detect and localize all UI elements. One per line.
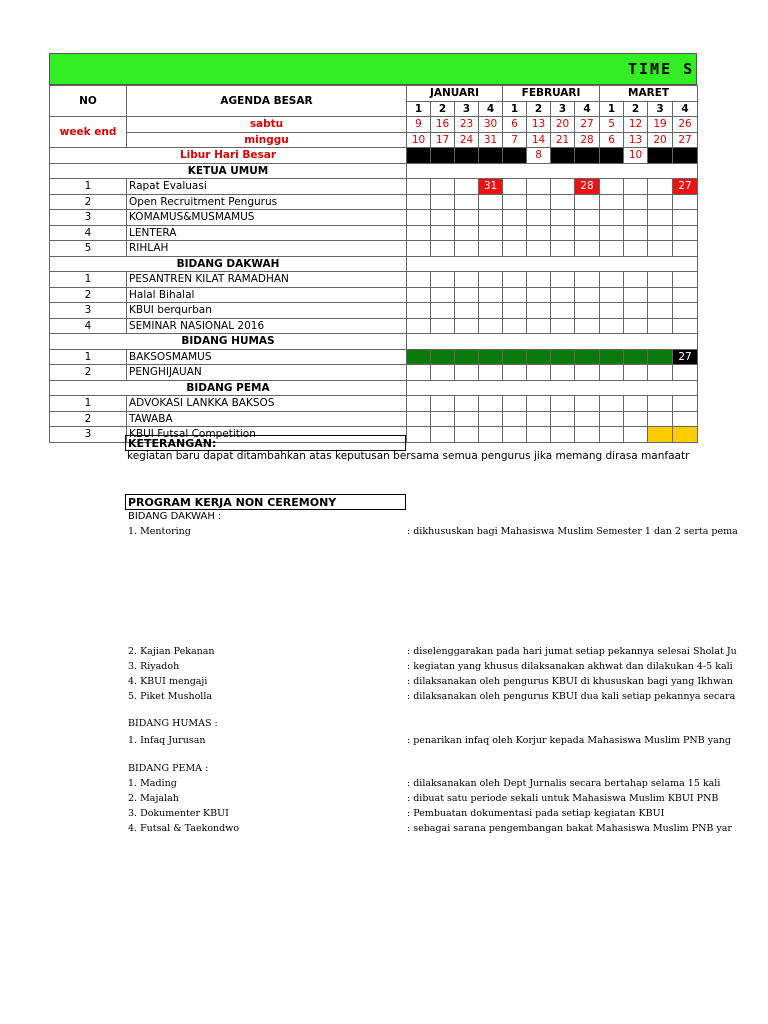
table-row — [50, 287, 698, 303]
section-humas: BIDANG HUMAS — [50, 334, 407, 350]
week-cell: 2 — [431, 101, 455, 117]
pema-item-name: 2. Majalah — [128, 793, 179, 804]
week-cell: 4 — [479, 101, 503, 117]
minggu-row — [50, 132, 698, 148]
libur-date-feb: 8 — [527, 148, 551, 164]
row-no: 3 — [50, 210, 127, 226]
nonceremony-label: PROGRAM KERJA NON CEREMONY — [125, 494, 406, 510]
schedule-table — [49, 85, 698, 443]
pema-item-desc: : dilaksanakan oleh Dept Jurnalis secara bertahap selama 15 kali — [407, 778, 721, 789]
minggu-date: 24 — [455, 132, 479, 148]
keterangan-text: kegiatan baru dapat ditambahkan atas keputusan bersama semua pengurus jika memang dirasa manfaatr — [127, 450, 690, 462]
sabtu-date: 9 — [407, 117, 431, 133]
libur-cell — [407, 148, 431, 164]
mark-rapat-jan: 31 — [479, 179, 503, 195]
mark-baksos-mar: 27 — [673, 349, 698, 365]
header-agenda: AGENDA BESAR — [127, 86, 407, 117]
row-agenda: Open Recruitment Pengurus — [127, 194, 407, 210]
minggu-label: minggu — [127, 132, 407, 148]
dakwah-item-desc: : dilaksanakan oleh pengurus KBUI dua kali setiap pekannya secara — [407, 691, 736, 702]
row-no: 3 — [50, 427, 127, 443]
pema-item-desc: : dibuat satu periode sekali untuk Mahasiswa Muslim KBUI PNB — [407, 793, 719, 804]
row-no: 1 — [50, 272, 127, 288]
libur-cell — [575, 148, 600, 164]
dakwah-item-desc: : kegiatan yang khusus dilaksanakan akhwat dan dilakukan 4-5 kali — [407, 661, 733, 672]
sabtu-date: 30 — [479, 117, 503, 133]
week-cell: 3 — [551, 101, 575, 117]
table-row — [50, 411, 698, 427]
week-cell: 2 — [624, 101, 648, 117]
libur-cell — [648, 148, 673, 164]
table-row — [50, 303, 698, 319]
mark-rapat-feb: 28 — [575, 179, 600, 195]
libur-cell — [551, 148, 575, 164]
month-maret: MARET — [600, 86, 698, 102]
minggu-date: 28 — [575, 132, 600, 148]
row-agenda: Halal Bihalal — [127, 287, 407, 303]
header-no: NO — [50, 86, 127, 117]
dakwah-item-name: 3. Riyadoh — [128, 661, 180, 672]
section-row — [50, 163, 698, 179]
libur-cell — [455, 148, 479, 164]
dakwah-item-name: 5. Piket Musholla — [128, 691, 213, 702]
header-months-row — [50, 86, 698, 102]
row-agenda: PENGHIJAUAN — [127, 365, 407, 381]
minggu-date: 14 — [527, 132, 551, 148]
section-spacer — [407, 163, 698, 179]
week-cell: 1 — [503, 101, 527, 117]
libur-cell — [503, 148, 527, 164]
row-no: 1 — [50, 179, 127, 195]
section-spacer — [407, 380, 698, 396]
minggu-date: 31 — [479, 132, 503, 148]
table-row — [50, 365, 698, 381]
pema-item-name: 4. Futsal & Taekondwo — [128, 823, 240, 834]
libur-cell — [479, 148, 503, 164]
table-row — [50, 194, 698, 210]
table-row — [50, 225, 698, 241]
humas-item-name: 1. Infaq Jurusan — [128, 735, 206, 746]
minggu-date: 6 — [600, 132, 624, 148]
week-cell: 3 — [648, 101, 673, 117]
section-pema: BIDANG PEMA — [50, 380, 407, 396]
sabtu-date: 12 — [624, 117, 648, 133]
dakwah-item-desc: : diselenggarakan pada hari jumat setiap pekannya selesai Sholat Ju — [407, 646, 737, 657]
weekend-label: week end — [50, 117, 127, 148]
week-cell: 4 — [575, 101, 600, 117]
row-no: 2 — [50, 287, 127, 303]
section-row — [50, 380, 698, 396]
dakwah-item-name: 2. Kajian Pekanan — [128, 646, 215, 657]
row-agenda: Rapat Evaluasi — [127, 179, 407, 195]
row-agenda: KOMAMUS&MUSMAMUS — [127, 210, 407, 226]
libur-cell — [600, 148, 624, 164]
sabtu-date: 23 — [455, 117, 479, 133]
mark-futsal — [648, 427, 673, 443]
dakwah-item-name: 1. Mentoring — [128, 526, 191, 537]
sabtu-date: 19 — [648, 117, 673, 133]
section-spacer — [407, 334, 698, 350]
table-row — [50, 179, 698, 195]
pema-item-name: 3. Dokumenter KBUI — [128, 808, 229, 819]
week-cell: 1 — [407, 101, 431, 117]
pema-item-desc: : sebagai sarana pengembangan bakat Mahasiswa Muslim PNB yar — [407, 823, 732, 834]
row-no: 3 — [50, 303, 127, 319]
minggu-date: 13 — [624, 132, 648, 148]
mark-rapat-mar: 27 — [673, 179, 698, 195]
section-row — [50, 334, 698, 350]
table-row — [50, 272, 698, 288]
week-cell: 2 — [527, 101, 551, 117]
table-row — [50, 396, 698, 412]
week-cell: 1 — [600, 101, 624, 117]
row-agenda: TAWABA — [127, 411, 407, 427]
sheet-title: TIME S — [628, 60, 695, 78]
row-agenda: SEMINAR NASIONAL 2016 — [127, 318, 407, 334]
libur-cell — [673, 148, 698, 164]
sabtu-date: 26 — [673, 117, 698, 133]
minggu-date: 7 — [503, 132, 527, 148]
row-agenda: RIHLAH — [127, 241, 407, 257]
libur-row — [50, 148, 698, 164]
row-no: 2 — [50, 194, 127, 210]
sabtu-date: 6 — [503, 117, 527, 133]
sabtu-date: 27 — [575, 117, 600, 133]
row-agenda: KBUI berqurban — [127, 303, 407, 319]
section-ketua: KETUA UMUM — [50, 163, 407, 179]
row-no: 1 — [50, 396, 127, 412]
dakwah-item-name: 4. KBUI mengaji — [128, 676, 208, 687]
sabtu-date: 20 — [551, 117, 575, 133]
row-no: 4 — [50, 225, 127, 241]
row-no: 1 — [50, 349, 127, 365]
section-spacer — [407, 256, 698, 272]
minggu-date: 10 — [407, 132, 431, 148]
section-dakwah: BIDANG DAKWAH — [50, 256, 407, 272]
row-agenda: ADVOKASI LANKKA BAKSOS — [127, 396, 407, 412]
table-row — [50, 349, 698, 365]
row-agenda: LENTERA — [127, 225, 407, 241]
month-januari: JANUARI — [407, 86, 503, 102]
dakwah-item-desc: : dilaksanakan oleh pengurus KBUI di khususkan bagi yang Ikhwan — [407, 676, 733, 687]
pema-item-name: 1. Mading — [128, 778, 177, 789]
row-agenda: BAKSOSMAMUS — [127, 349, 407, 365]
title-banner — [49, 53, 697, 85]
sabtu-date: 5 — [600, 117, 624, 133]
minggu-date: 20 — [648, 132, 673, 148]
month-februari: FEBRUARI — [503, 86, 600, 102]
section-row — [50, 256, 698, 272]
row-agenda: PESANTREN KILAT RAMADHAN — [127, 272, 407, 288]
libur-label: Libur Hari Besar — [50, 148, 407, 164]
libur-date-mar: 10 — [624, 148, 648, 164]
sabtu-date: 16 — [431, 117, 455, 133]
sabtu-date: 13 — [527, 117, 551, 133]
row-no: 4 — [50, 318, 127, 334]
humas-title: BIDANG HUMAS : — [128, 718, 218, 729]
dakwah-title: BIDANG DAKWAH : — [128, 511, 222, 522]
table-row — [50, 210, 698, 226]
libur-cell — [431, 148, 455, 164]
row-no: 5 — [50, 241, 127, 257]
week-cell: 4 — [673, 101, 698, 117]
pema-title: BIDANG PEMA : — [128, 763, 209, 774]
sabtu-row — [50, 117, 698, 133]
table-row — [50, 318, 698, 334]
dakwah-item-desc: : dikhususkan bagi Mahasiswa Muslim Semester 1 dan 2 serta pema — [407, 526, 738, 537]
row-no: 2 — [50, 365, 127, 381]
humas-item-desc: : penarikan infaq oleh Korjur kepada Mahasiswa Muslim PNB yang — [407, 735, 731, 746]
keterangan-label: KETERANGAN: — [125, 435, 406, 451]
sabtu-label: sabtu — [127, 117, 407, 133]
row-no: 2 — [50, 411, 127, 427]
minggu-date: 27 — [673, 132, 698, 148]
mark-futsal — [673, 427, 698, 443]
minggu-date: 21 — [551, 132, 575, 148]
minggu-date: 17 — [431, 132, 455, 148]
row-agenda: KBUI Futsal Competition — [127, 427, 407, 443]
pema-item-desc: : Pembuatan dokumentasi pada setiap kegiatan KBUI — [407, 808, 665, 819]
week-cell: 3 — [455, 101, 479, 117]
table-row — [50, 241, 698, 257]
